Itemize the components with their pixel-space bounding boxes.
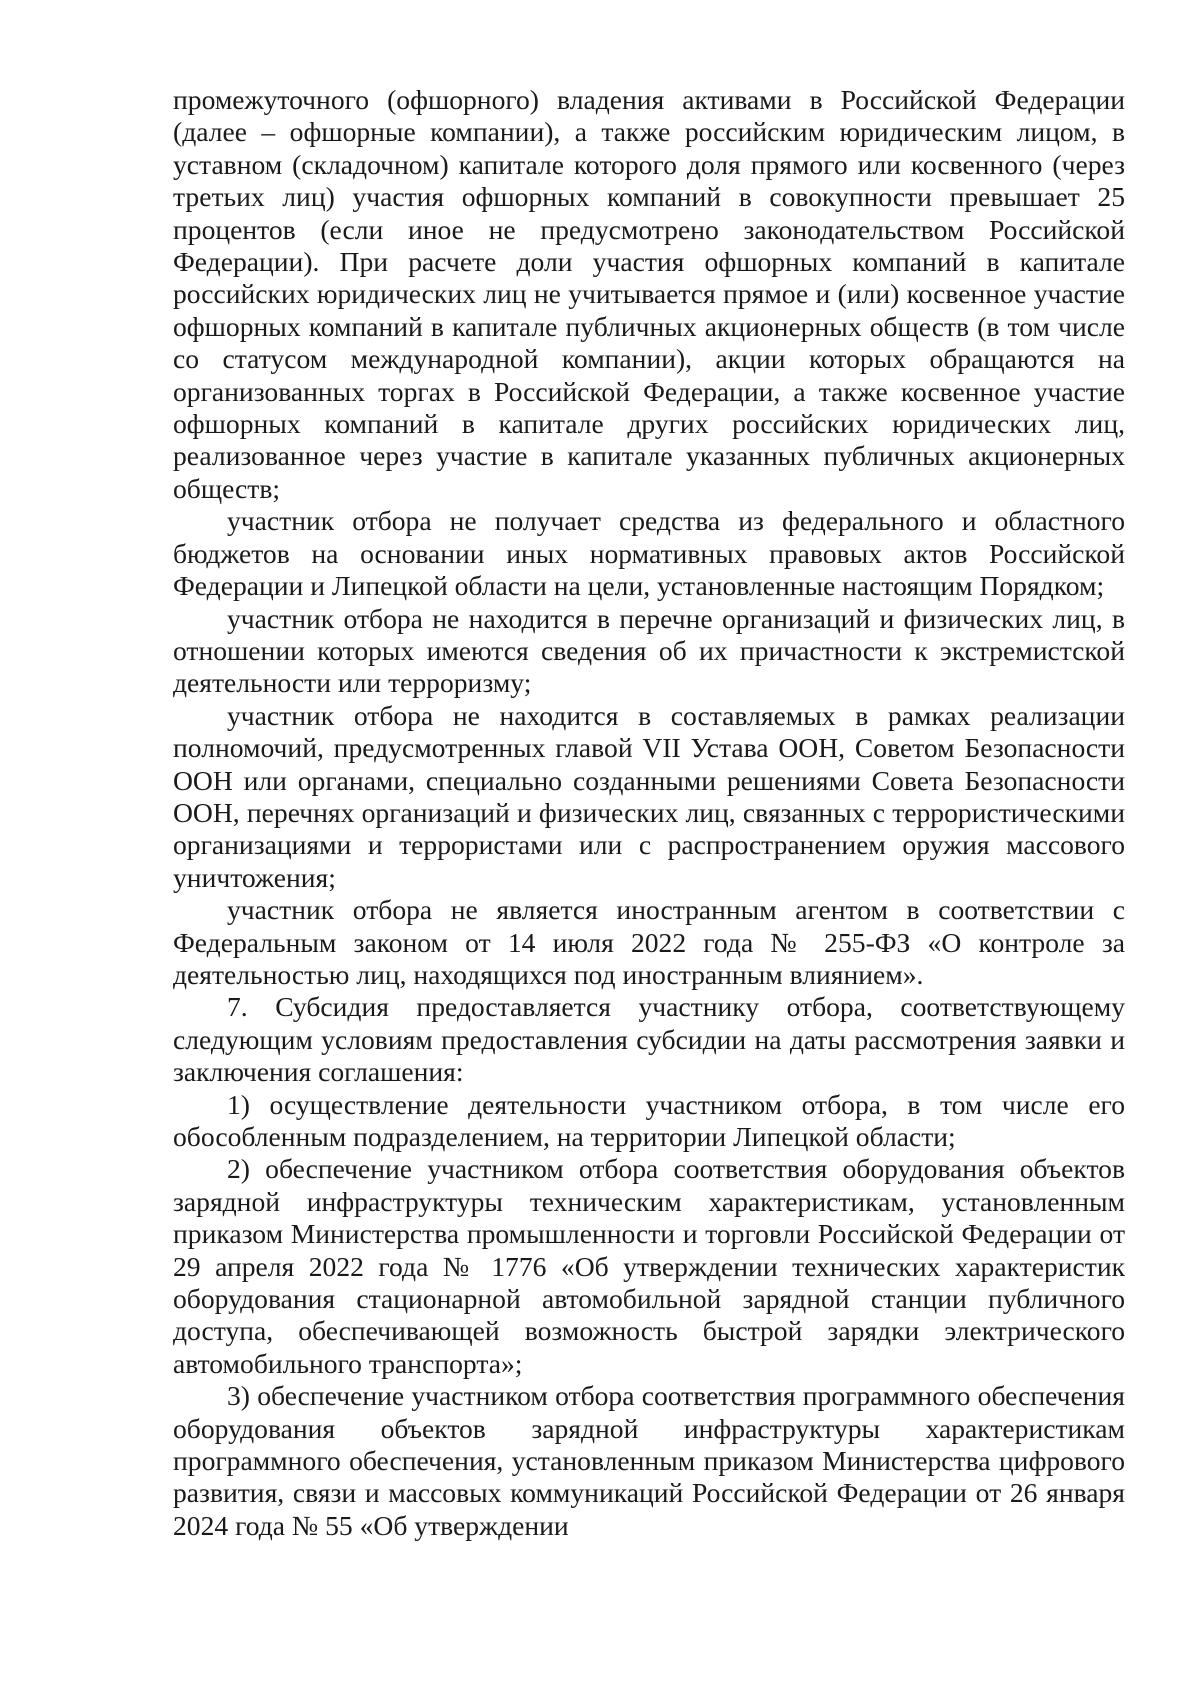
paragraph-foreign-agent: участник отбора не является иностранным агентом в соответствии с Федеральным законом от 14 июля 2022 года № 255-ФЗ «О контроле за деятельностью лиц, находящихся под иностранным влиянием». xyxy=(173,894,1125,990)
paragraph-condition-1: 1) осуществление деятельности участником отбора, в том числе его обособленным подразделением, на территории Липецкой области; xyxy=(173,1088,1125,1152)
document-body xyxy=(173,84,1125,1542)
paragraph-condition-2: 2) обеспечение участником отбора соответствия оборудования объектов зарядной инфраструктуры техническим характеристикам, установленным приказом Министерства промышленности и торговли Российской Федерации от 29 апреля 2022 года № 1776 «Об утверждении технических характеристик оборудования стационарной автомобильной зарядной станции публичного доступа, обеспечивающей возможность быстрой зарядки электрического автомобильного транспорта»; xyxy=(173,1153,1125,1379)
paragraph-offshore-continuation: промежуточного (офшорного) владения активами в Российской Федерации (далее – офшорные компании), а также российским юридическим лицом, в уставном (складочном) капитале которого доля прямого или косвенного (через третьих лиц) участия офшорных компаний в совокупности превышает 25 процентов (если иное не предусмотрено законодательством Российской Федерации). При расчете доли участия офшорных компаний в капитале российских юридических лиц не учитывается прямое и (или) косвенное участие офшорных компаний в капитале публичных акционерных обществ (в том числе со статусом международной компании), акции которых обращаются на организованных торгах в Российской Федерации, а также косвенное участие офшорных компаний в капитале других российских юридических лиц, реализованное через участие в капитале указанных публичных акционерных обществ; xyxy=(173,84,1125,504)
paragraph-un-security-council: участник отбора не находится в составляемых в рамках реализации полномочий, предусмотренных главой VII Устава ООН, Советом Безопасности ООН или органами, специально созданными решениями Совета Безопасности ООН, перечнях организаций и физических лиц, связанных с террористическими организациями и террористами или с распространением оружия массового уничтожения; xyxy=(173,699,1125,893)
paragraph-extremism-list: участник отбора не находится в перечне организаций и физических лиц, в отношении которых имеются сведения об их причастности к экстремистской деятельности или терроризму; xyxy=(173,602,1125,699)
paragraph-condition-3: 3) обеспечение участником отбора соответствия программного обеспечения оборудования объектов зарядной инфраструктуры характеристикам программного обеспечения, установленным приказом Министерства цифрового развития, связи и массовых коммуникаций Российской Федерации от 26 января 2024 года № 55 «Об утверждении xyxy=(173,1380,1125,1541)
paragraph-budget-funds: участник отбора не получает средства из федерального и областного бюджетов на основании иных нормативных правовых актов Российской Федерации и Липецкой области на цели, установленные настоящим Порядком; xyxy=(173,505,1125,602)
paragraph-clause-7: 7. Субсидия предоставляется участнику отбора, соответствующему следующим условиям предоставления субсидии на даты рассмотрения заявки и заключения соглашения: xyxy=(173,991,1125,1088)
